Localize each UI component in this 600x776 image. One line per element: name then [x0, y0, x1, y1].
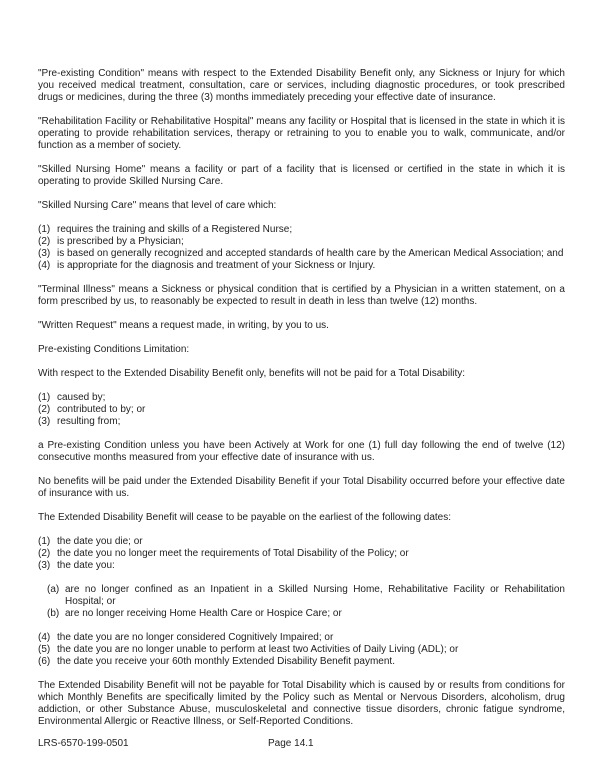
list-item-text: is prescribed by a Physician; [57, 236, 184, 247]
not-paid-causes-list [38, 392, 565, 428]
list-item [38, 644, 565, 656]
paragraph-no-benefits-before-effective-date: No benefits will be paid under the Extended Disability Benefit if your Total Disability occurred before your effective date of insurance with us. [38, 476, 565, 499]
list-item-text: the date you die; or [57, 536, 143, 547]
list-marker: (1) [38, 224, 51, 235]
cease-payable-sublist [38, 584, 565, 620]
list-item-text: is based on generally recognized and accepted standards of health care by the American Medical Association; and [57, 248, 564, 259]
list-item-text: resulting from; [57, 416, 121, 427]
list-item [38, 548, 565, 560]
list-item-text: contributed to by; or [57, 404, 146, 415]
list-item-text: the date you receive your 60th monthly Extended Disability Benefit payment. [57, 656, 395, 667]
list-marker: (4) [38, 260, 51, 271]
cease-payable-list-part1 [38, 536, 565, 572]
paragraph-skilled-nursing-home-definition: "Skilled Nursing Home" means a facility or part of a facility that is licensed or certified in the state in which it is operating to provide Skilled Nursing Care. [38, 164, 565, 187]
paragraph-terminal-illness-definition: "Terminal Illness" means a Sickness or physical condition that is certified by a Physician in a written statement, on a form prescribed by us, to reasonably be expected to result in death in less than twelve (12) months. [38, 284, 565, 307]
cease-payable-list-part2 [38, 632, 565, 668]
list-item [38, 260, 565, 272]
list-item-text: the date you: [57, 560, 115, 571]
list-item [38, 416, 565, 428]
heading-preexisting-conditions-limitation: Pre-existing Conditions Limitation: [38, 344, 190, 355]
list-item [38, 656, 565, 668]
paragraph-not-payable-limited-conditions: The Extended Disability Benefit will not be payable for Total Disability which is caused by or results from conditions for which Monthly Benefits are specifically limited by the Policy such as Mental or Nervous Disorders, alcoholism, drug addiction, or other Substance Abuse, musculoskeletal and connective tissue disorders, chronic fatigue syndrome, Environmental Allergic or Reactive Illness, or Self-Reported Conditions. [38, 680, 565, 727]
list-item [38, 392, 565, 404]
list-item-text: the date you no longer meet the requirements of Total Disability of the Policy; or [57, 548, 409, 559]
list-item [38, 224, 565, 236]
paragraph-rehabilitation-facility-definition: "Rehabilitation Facility or Rehabilitative Hospital" means any facility or Hospital that is licensed in the state in which it is operating to provide rehabilitation services, therapy or retraining to you to enable you to walk, communicate, and/or function as a member of society. [38, 116, 565, 151]
paragraph-skilled-nursing-care-leadin: "Skilled Nursing Care" means that level of care which: [38, 200, 277, 211]
sub-list-item-text: are no longer confined as an Inpatient in a Skilled Nursing Home, Rehabilitative Facility or Rehabilitation Hospital; or [65, 584, 565, 607]
paragraph-written-request-definition: "Written Request" means a request made, in writing, by you to us. [38, 320, 329, 331]
paragraph-cease-payable-leadin: The Extended Disability Benefit will cease to be payable on the earliest of the following dates: [38, 512, 452, 523]
skilled-nursing-care-list [38, 224, 565, 272]
list-marker: (3) [38, 248, 51, 259]
list-item-text: the date you are no longer unable to perform at least two Activities of Daily Living (ADL); or [57, 644, 459, 655]
list-item [38, 560, 565, 572]
paragraph-preexisting-condition-exception: a Pre-existing Condition unless you have been Actively at Work for one (1) full day following the end of twelve (12) consecutive months measured from your effective date of insurance with us. [38, 440, 565, 463]
list-marker: (4) [38, 632, 51, 643]
sub-list-item-text: are no longer receiving Home Health Care or Hospice Care; or [65, 608, 342, 619]
list-marker: (3) [38, 560, 51, 571]
list-marker: (1) [38, 536, 51, 547]
page-footer [38, 738, 565, 750]
list-item [38, 404, 565, 416]
list-item [38, 236, 565, 248]
list-item-text: is appropriate for the diagnosis and treatment of your Sickness or Injury. [57, 260, 376, 271]
list-marker: (5) [38, 644, 51, 655]
paragraph-preexisting-condition-definition: "Pre-existing Condition" means with respect to the Extended Disability Benefit only, any Sickness or Injury for which you received medical treatment, consultation, care or services, including diagnostic procedures, or took prescribed drugs or medicines, during the three (3) months immediately preceding your effective date of insurance. [38, 68, 565, 103]
list-marker: (6) [38, 656, 51, 667]
page-number: Page 14.1 [268, 738, 314, 749]
list-item [38, 536, 565, 548]
list-marker: (2) [38, 236, 51, 247]
sub-list-marker: (b) [47, 608, 60, 619]
form-number: LRS-6570-199-0501 [38, 738, 129, 749]
list-item-text: caused by; [57, 392, 106, 403]
list-item [38, 632, 565, 644]
sub-list-item [38, 608, 565, 620]
paragraph-benefits-not-paid-leadin: With respect to the Extended Disability Benefit only, benefits will not be paid for a Total Disability: [38, 368, 466, 379]
list-marker: (2) [38, 548, 51, 559]
list-item-text: the date you are no longer considered Cognitively Impaired; or [57, 632, 334, 643]
list-item [38, 248, 565, 260]
list-item-text: requires the training and skills of a Registered Nurse; [57, 224, 293, 235]
sub-list-item [38, 584, 565, 608]
list-marker: (2) [38, 404, 51, 415]
sub-list-marker: (a) [47, 584, 60, 595]
list-marker: (1) [38, 392, 51, 403]
list-marker: (3) [38, 416, 51, 427]
